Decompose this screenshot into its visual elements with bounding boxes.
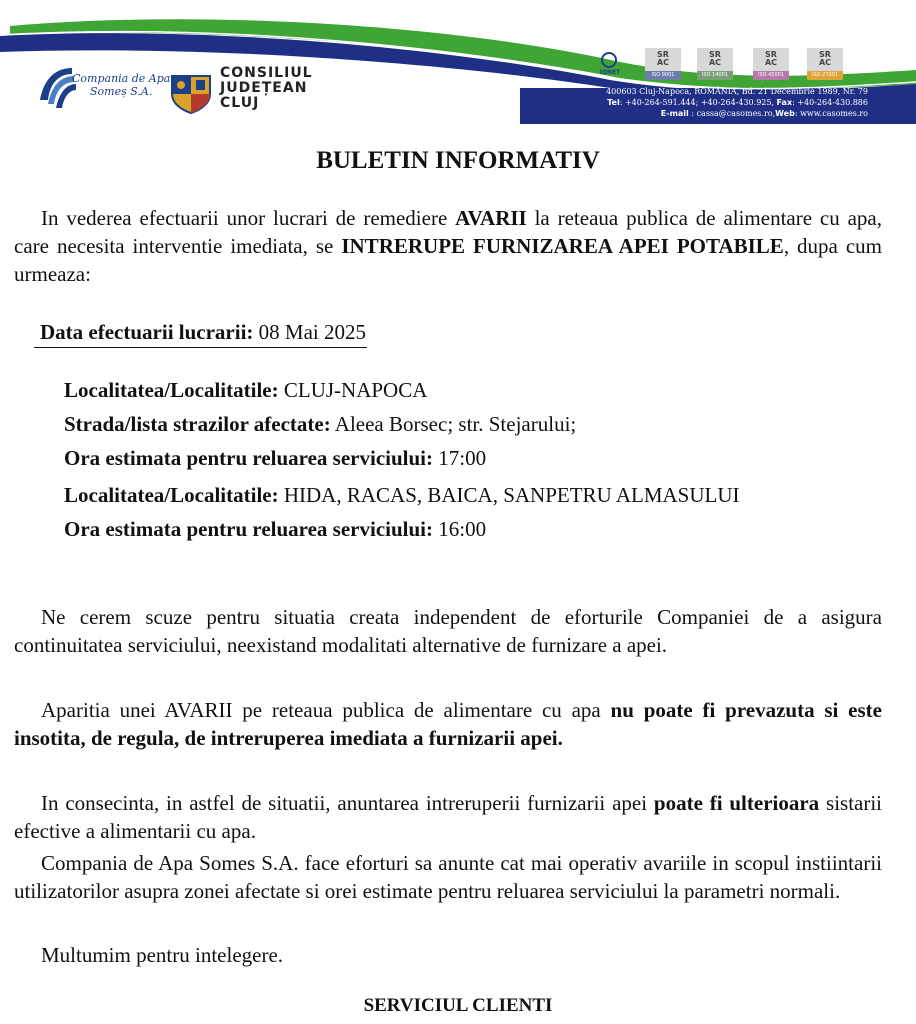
signature: SERVICIUL CLIENTI: [363, 995, 553, 1016]
streets-line: Strada/lista strazilor afectate: Aleea Borsec; str. Stejarului;: [64, 412, 577, 436]
apology-paragraph: Ne cerem scuze pentru situatia creata independent de eforturile Companiei de a asigura continuitatea serviciului, neexistand modalitati alternative de furnizare a apei.: [14, 605, 882, 657]
council-crest-icon: [168, 70, 214, 114]
interruption-block: [64, 478, 764, 546]
bulletin-title: BULETIN INFORMATIV: [316, 147, 600, 174]
certification-badges: [593, 48, 853, 80]
avaria-paragraph: Aparitia unei AVARII pe reteaua publica de alimentare cu apa nu poate fi prevazuta si este insotita, de regula, de intreruperea imediata a furnizarii apei.: [14, 698, 882, 750]
work-date-value: 08 Mai 2025: [253, 320, 366, 344]
locality-line: Localitatea/Localitatile: HIDA, RACAS, BAICA, SANPETRU ALMASULUI: [64, 483, 740, 507]
letterhead: [0, 0, 916, 130]
iqnet-icon: [601, 52, 617, 68]
contact-email-web: E-mail : cassa@casomes.ro,Web: www.casomes.ro: [660, 109, 868, 118]
work-date-label: Data efectuarii lucrarii:: [40, 320, 254, 344]
cert-badge: SR AC ISO 27001: [807, 48, 843, 80]
interruption-block: [64, 373, 824, 475]
cert-badge: SR AC ISO 9001: [645, 48, 681, 80]
cert-badge: SR AC ISO 14001: [697, 48, 733, 80]
contact-info: [606, 86, 868, 119]
intro-paragraph: In vederea efectuarii unor lucrari de remediere AVARII la reteaua publica de alimentare cu apa, care necesita interventie imediata, se INTRERUPE FURNIZAREA APEI POTABILE, dupa cum urmeaza:: [14, 206, 883, 286]
company-logo-text: Compania de Apa Someș S.A.: [72, 72, 171, 98]
work-date: [34, 318, 367, 348]
cert-badge: SR AC ISO 45001: [753, 48, 789, 80]
thanks-paragraph: Multumim pentru intelegere.: [41, 943, 284, 967]
compania-paragraph: Compania de Apa Somes S.A. face eforturi sa anunte cat mai operativ avariile in scopul instiintarii utilizatorilor asupra zonei afectate si orei estimate pentru reluarea serviciului la parametri normali.: [14, 851, 882, 903]
resume-time-line: Ora estimata pentru reluarea serviciului: 16:00: [64, 517, 487, 541]
resume-time-line: Ora estimata pentru reluarea serviciului: 17:00: [64, 446, 487, 470]
consecinta-paragraph: In consecinta, in astfel de situatii, anuntarea intreruperii furnizarii apei poate fi ulterioara sistarii efective a alimentarii cu apa.: [14, 791, 883, 843]
locality-line: Localitatea/Localitatile: CLUJ-NAPOCA: [64, 378, 428, 402]
contact-phone: Tel: +40-264-591.444; +40-264-430.925, Fax: +40-264-430.886: [607, 98, 868, 107]
contact-address: 400603 Cluj-Napoca, ROMÂNIA, Bd. 21 Decembrie 1989, Nr. 79: [606, 87, 868, 96]
iqnet-badge: IQNET: [593, 52, 627, 78]
council-name: CONSILIUL JUDEȚEAN CLUJ: [220, 65, 313, 111]
